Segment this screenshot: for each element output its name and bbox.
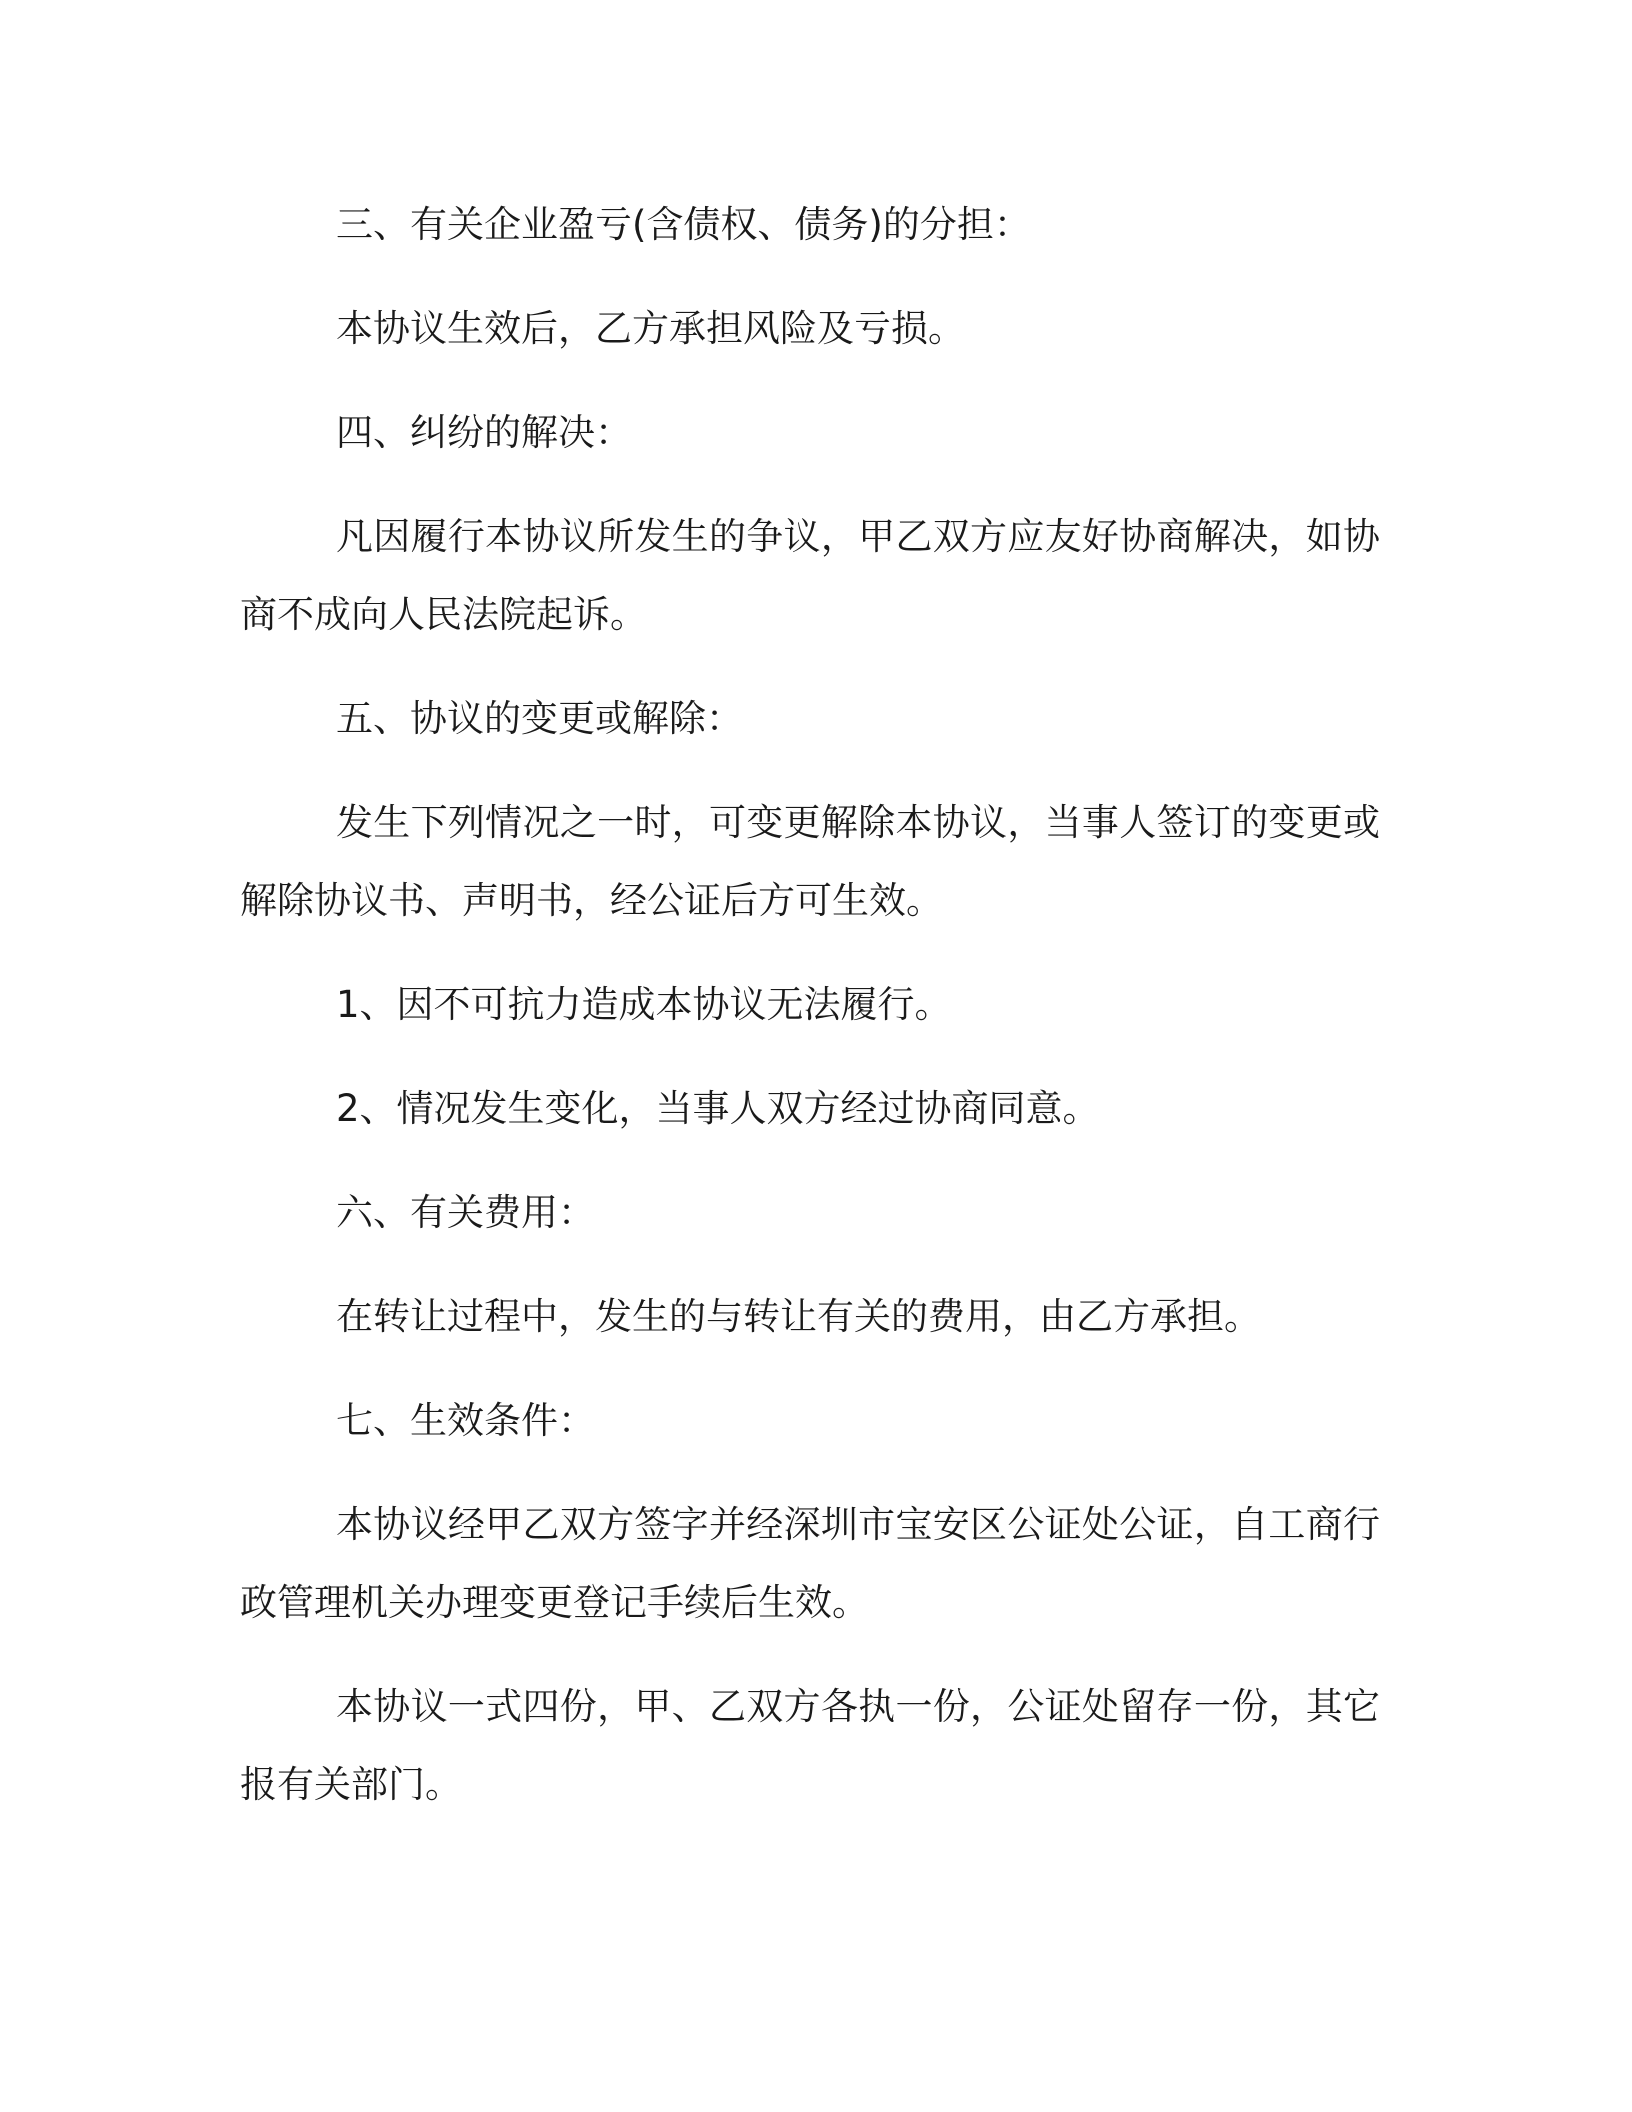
document-body [240, 186, 1380, 1850]
paragraph-profit-loss: 本协议生效后，乙方承担风险及亏损。 [336, 307, 965, 350]
list-item-force-majeure: 1、因不可抗力造成本协议无法履行。 [336, 983, 952, 1026]
section-heading-dispute: 四、纠纷的解决： [336, 411, 632, 454]
section-heading-profit-loss: 三、有关企业盈亏(含债权、债务)的分担： [336, 203, 1031, 246]
paragraph-fees: 在转让过程中，发生的与转让有关的费用，由乙方承担。 [336, 1295, 1261, 1338]
paragraph-effectiveness: 本协议经甲乙双方签字并经深圳市宝安区公证处公证，自工商行政管理机关办理变更登记手续后生效。 [240, 1503, 1380, 1624]
paragraph-dispute: 凡因履行本协议所发生的争议，甲乙双方应友好协商解决，如协商不成向人民法院起诉。 [240, 515, 1380, 636]
list-item-changed-circumstances: 2、情况发生变化，当事人双方经过协商同意。 [336, 1087, 1100, 1130]
paragraph-modification: 发生下列情况之一时，可变更解除本协议，当事人签订的变更或解除协议书、声明书，经公证后方可生效。 [240, 801, 1380, 922]
section-heading-effectiveness: 七、生效条件： [336, 1399, 595, 1442]
section-heading-fees: 六、有关费用： [336, 1191, 595, 1234]
paragraph-copies: 本协议一式四份，甲、乙双方各执一份，公证处留存一份，其它报有关部门。 [240, 1685, 1380, 1806]
section-heading-modification: 五、协议的变更或解除： [336, 697, 743, 740]
